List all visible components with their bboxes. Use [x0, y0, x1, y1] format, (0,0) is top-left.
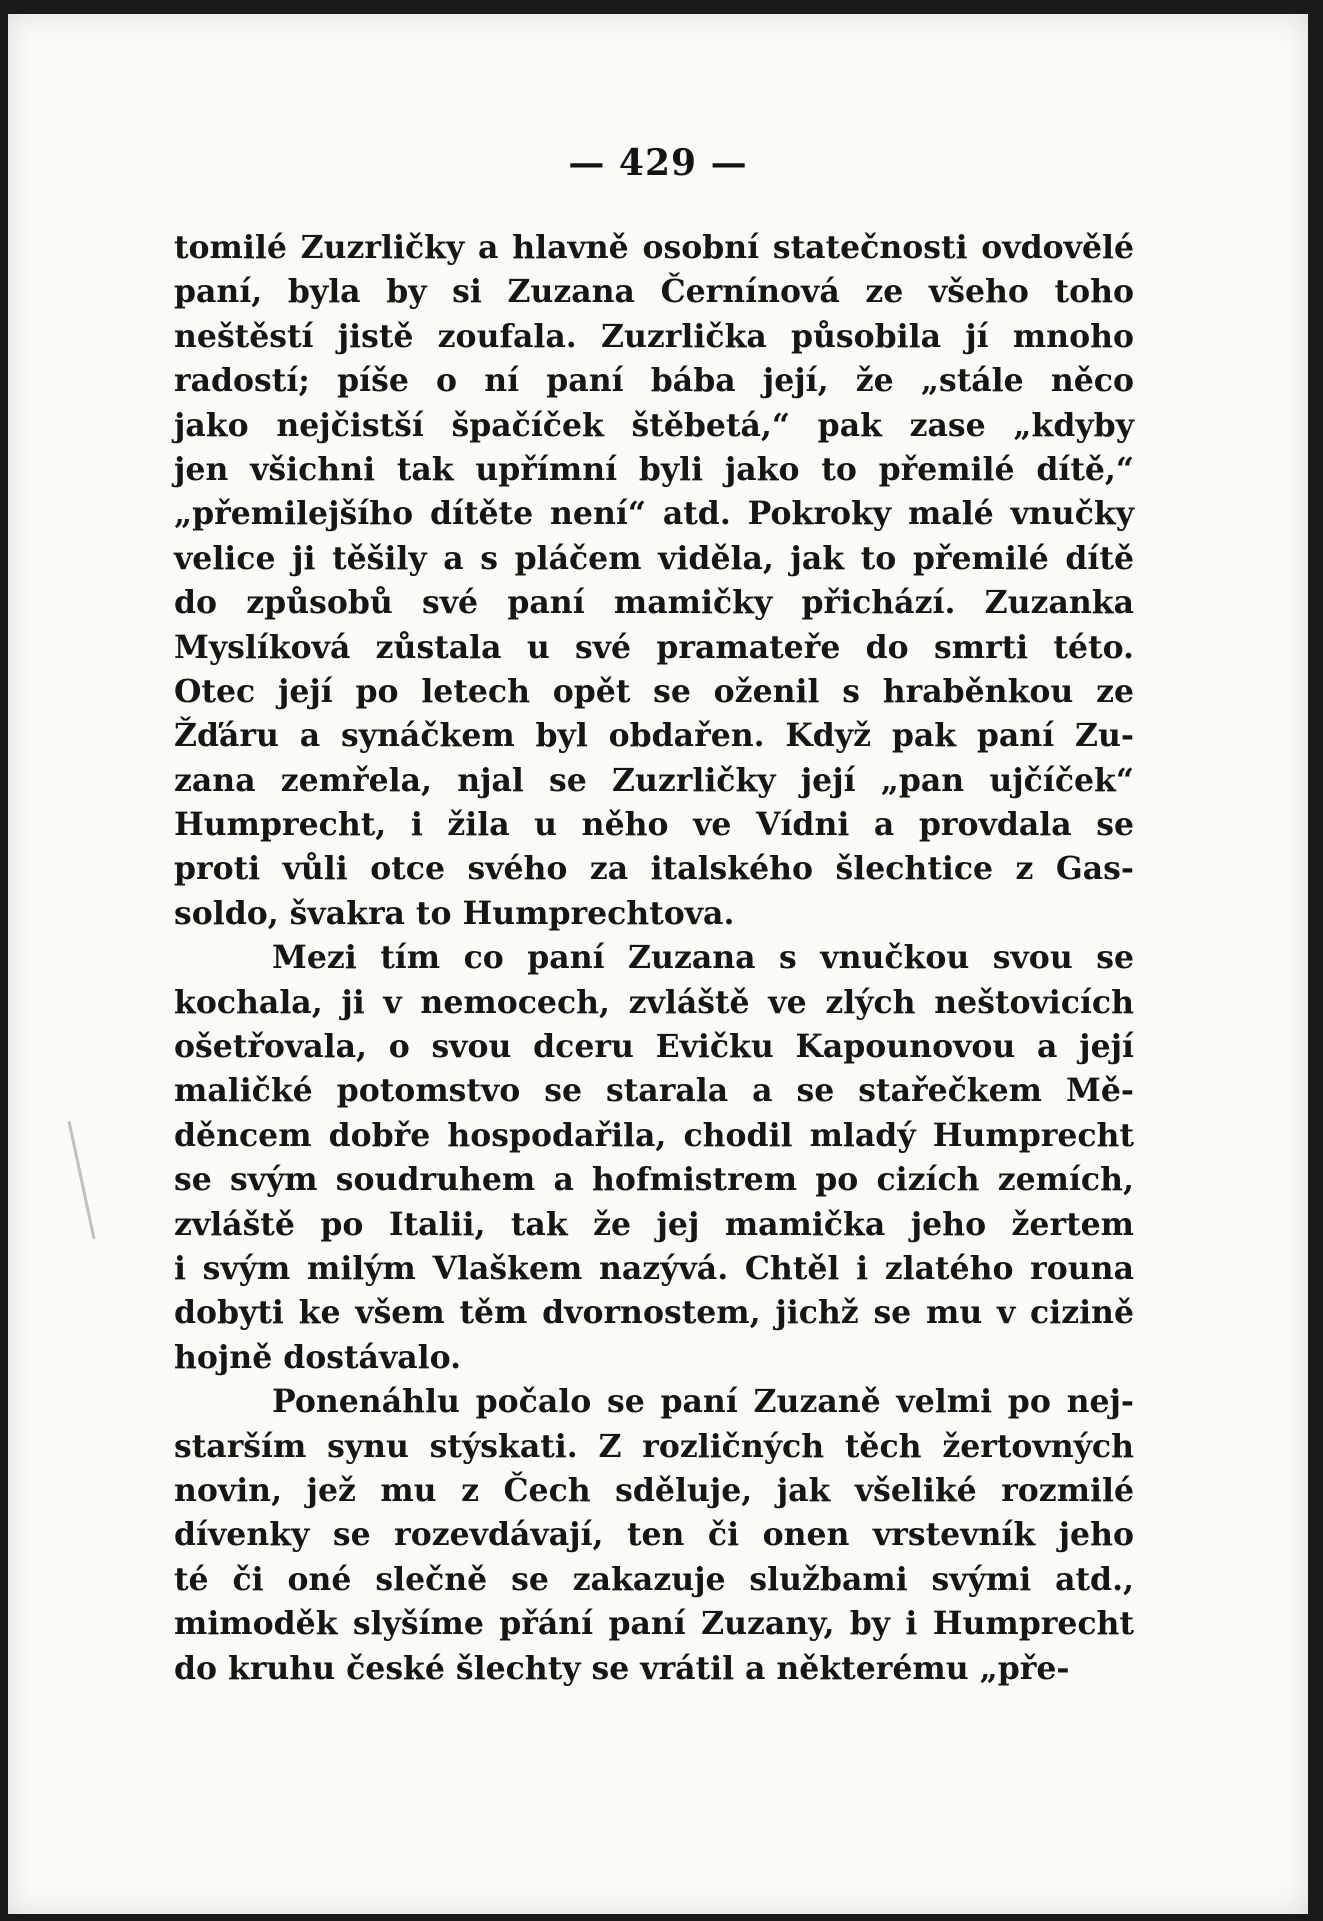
text-line: do způsobů své paní mamičky přichází. Zuzanka	[174, 584, 1134, 622]
book-page	[8, 14, 1308, 1914]
text-line: do kruhu české šlechty se vrátil a některému „pře-	[174, 1649, 1070, 1687]
text-line: té či oné slečně se zakazuje službami svými atd.,	[174, 1560, 1134, 1598]
text-line: paní, byla by si Zuzana Černínová ze všeho toho	[174, 273, 1134, 311]
text-line: zana zemřela, njal se Zuzrličky její „pan ujčíček“	[174, 761, 1134, 799]
text-line: i svým milým Vlaškem nazývá. Chtěl i zlatého rouna	[174, 1249, 1134, 1287]
page-number: — 429 —	[568, 142, 748, 184]
text-line: dobyti ke všem těm dvornostem, jichž se mu v cizině	[174, 1294, 1134, 1332]
text-line: Humprecht, i žila u něho ve Vídni a provdala se	[174, 806, 1134, 844]
text-line: jako nejčistší špačíček štěbetá,“ pak zase „kdyby	[174, 406, 1134, 444]
text-line: jen všichni tak upřímní byli jako to přemilé dítě,“	[174, 450, 1134, 488]
text-line: kochala, ji v nemocech, zvláště ve zlých neštovicích	[174, 983, 1134, 1021]
text-line: novin, jež mu z Čech sděluje, jak všeliké rozmilé	[174, 1471, 1134, 1509]
text-line: neštěstí jistě zoufala. Zuzrlička působila jí mnoho	[174, 317, 1134, 355]
text-line: tomilé Zuzrličky a hlavně osobní statečnosti ovdovělé	[174, 229, 1134, 266]
text-line: zvláště po Italii, tak že jej mamička jeho žertem	[174, 1205, 1134, 1243]
body-text	[174, 226, 1134, 1691]
text-line: radostí; píše o ní paní bába její, že „stále něco	[174, 362, 1134, 400]
text-line: maličké potomstvo se starala a se stařečkem Mě-	[174, 1072, 1134, 1110]
paragraph	[174, 1380, 1134, 1691]
text-line: Ponenáhlu počalo se paní Zuzaně velmi po nej-	[272, 1383, 1134, 1421]
text-line: děncem dobře hospodařila, chodil mladý Humprecht	[174, 1116, 1134, 1154]
text-line: proti vůli otce svého za italského šlechtice z Gas-	[174, 850, 1134, 888]
text-line: mimoděk slyšíme přání paní Zuzany, by i Humprecht	[174, 1605, 1134, 1643]
paragraph	[174, 936, 1134, 1380]
paragraph	[174, 226, 1134, 936]
text-line: hojně dostávalo.	[174, 1338, 462, 1376]
text-line: se svým soudruhem a hofmistrem po cizích zemích,	[174, 1161, 1134, 1199]
text-line: velice ji těšily a s pláčem viděla, jak to přemilé dítě	[174, 539, 1134, 577]
text-line: Mezi tím co paní Zuzana s vnučkou svou se	[272, 939, 1134, 977]
text-line: ošetřovala, o svou dceru Evičku Kapounovou a její	[174, 1028, 1134, 1066]
text-line: Žďáru a synáčkem byl obdařen. Když pak paní Zu-	[174, 717, 1134, 755]
text-line: „přemilejšího dítěte není“ atd. Pokroky malé vnučky	[174, 495, 1134, 533]
text-line: dívenky se rozevdávají, ten či onen vrstevník jeho	[174, 1516, 1134, 1554]
text-line: Otec její po letech opět se oženil s hraběnkou ze	[174, 672, 1134, 710]
text-line: soldo, švakra to Humprechtova.	[174, 894, 735, 932]
text-line: starším synu stýskati. Z rozličných těch žertovných	[174, 1427, 1134, 1465]
text-line: Myslíková zůstala u své pramateře do smrti této.	[174, 628, 1134, 666]
